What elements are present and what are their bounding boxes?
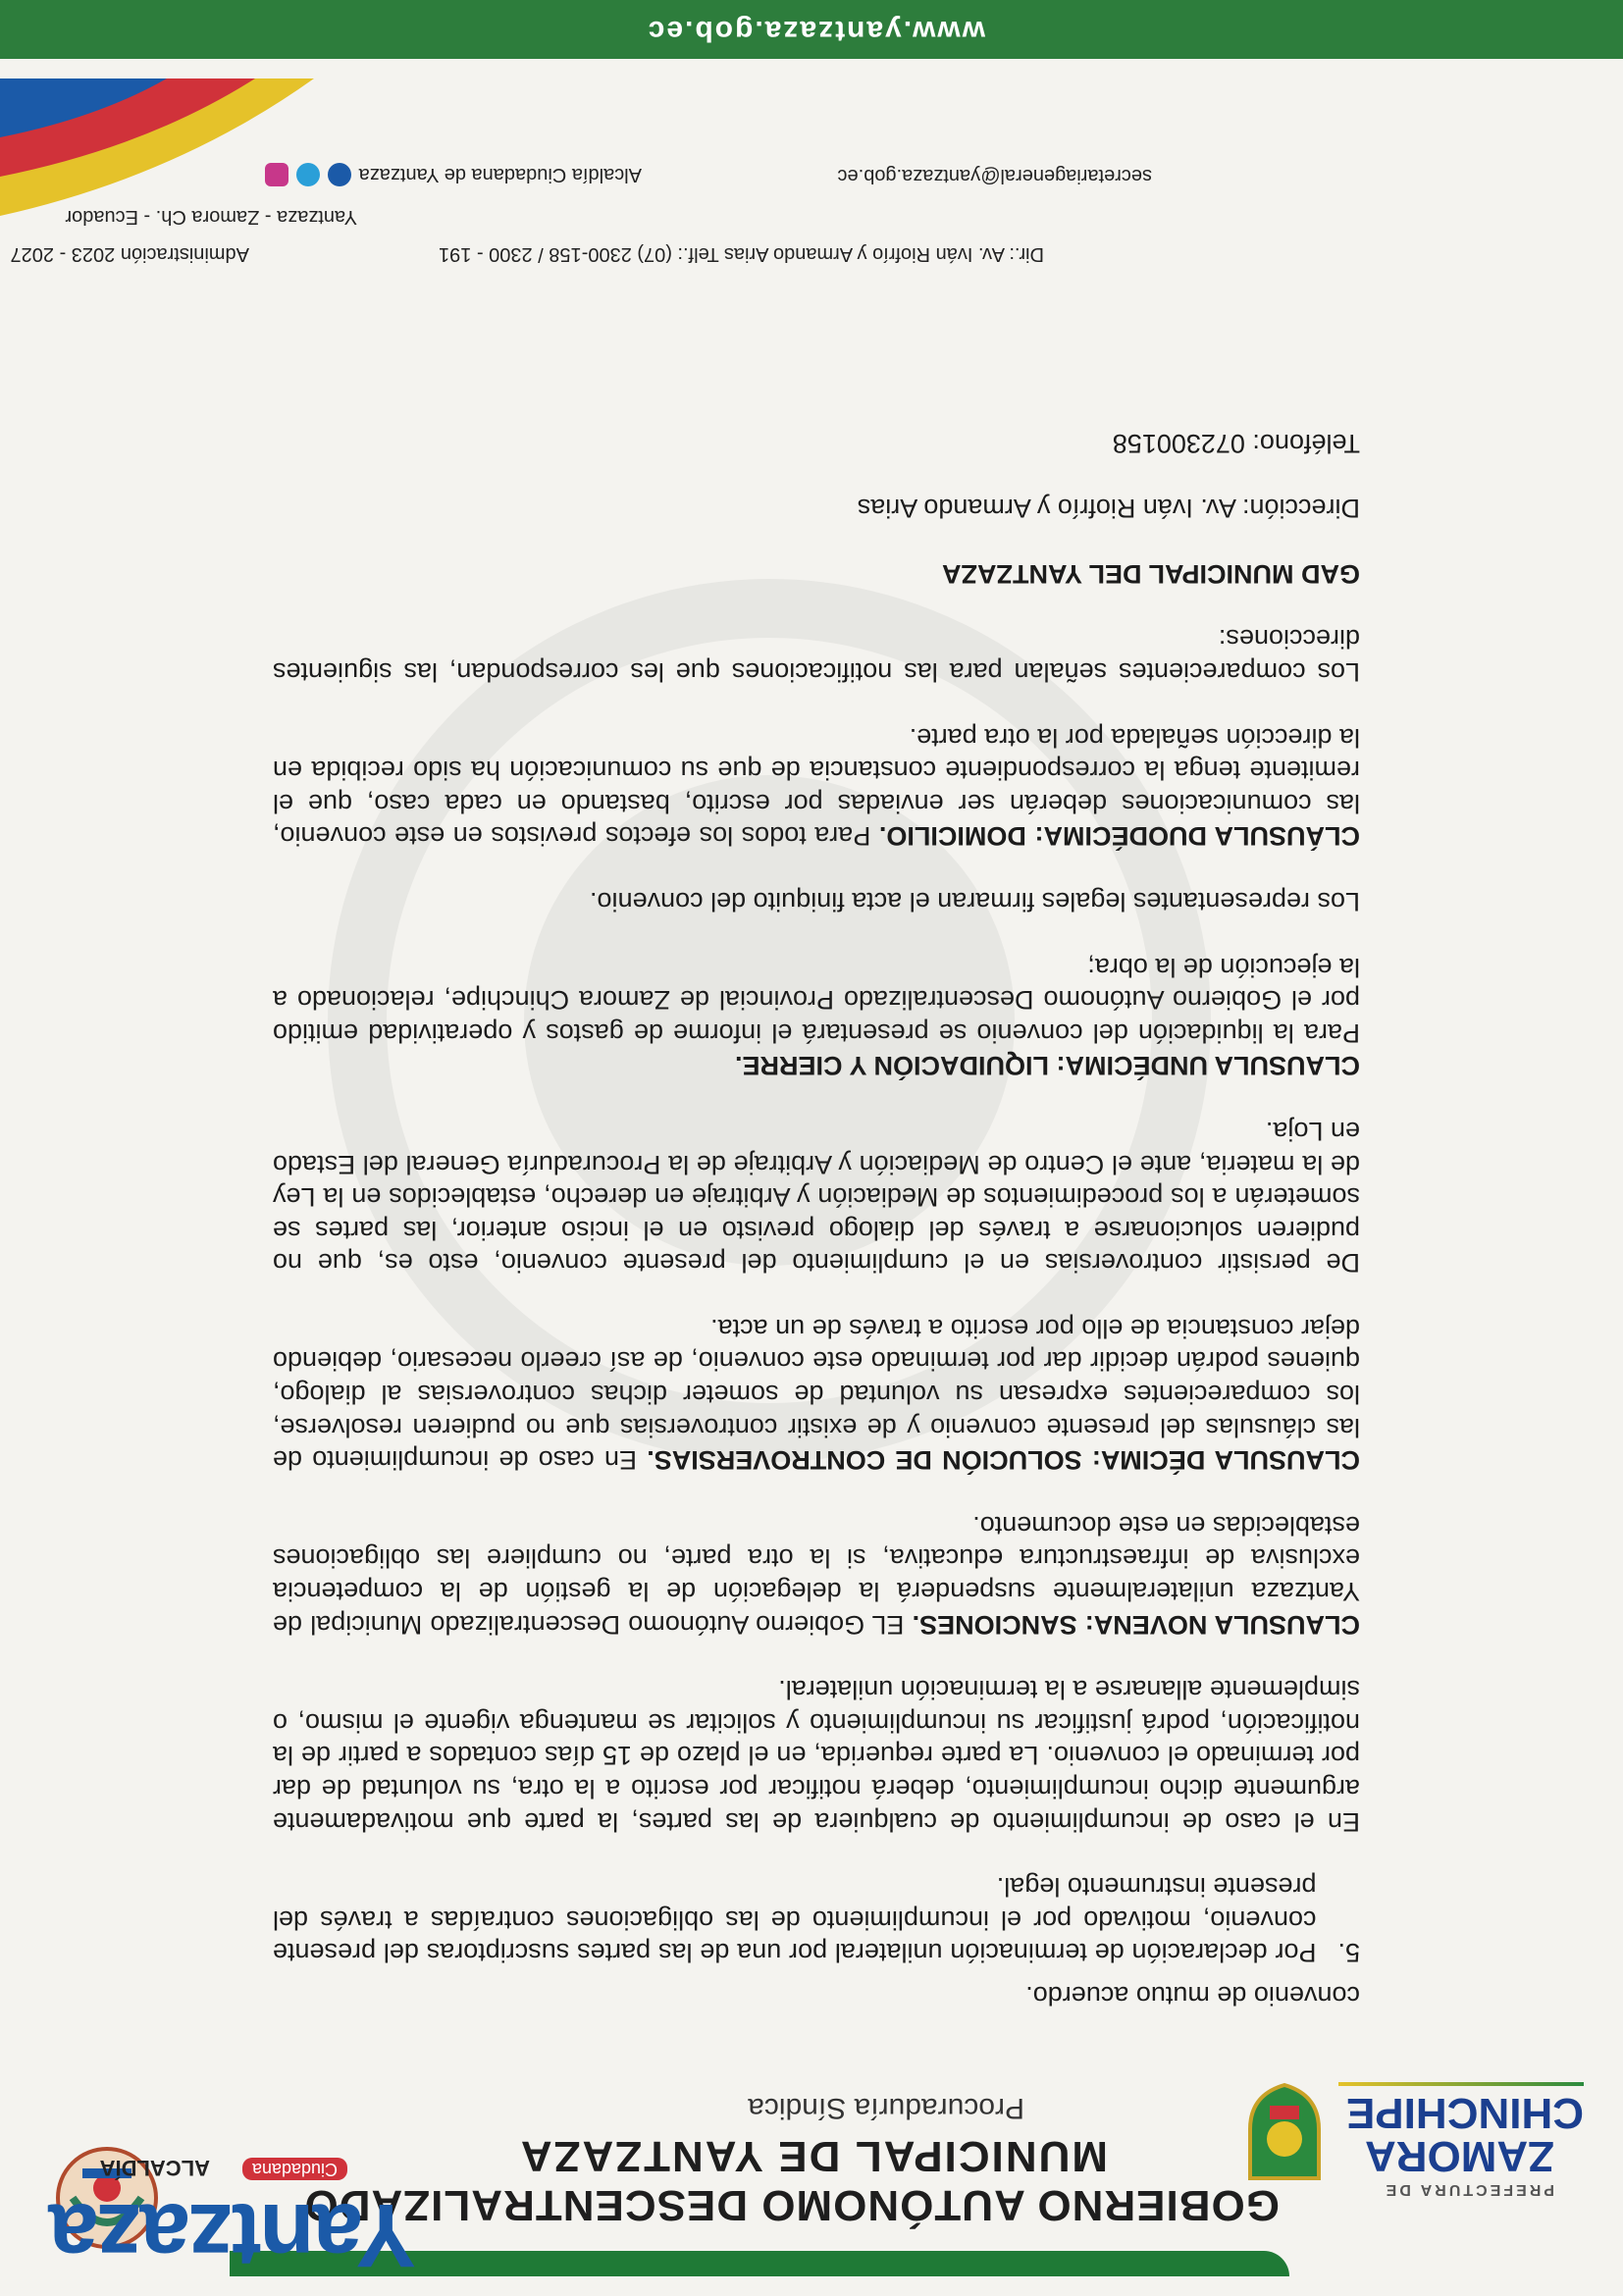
clause-ten (273, 1311, 1360, 1476)
footer-email[interactable]: secretariageneral@yantzaza.gob.ec (837, 165, 1152, 186)
header-title-line2: MUNICIPAL DE YANTZAZA (518, 2132, 1108, 2180)
twitter-icon[interactable] (296, 163, 320, 186)
footer-city: Yantzaza - Zamora Ch. - Ecuador (65, 206, 357, 228)
footer-address: Dir.: Av. Iván Riofrío y Armando Arias Telf.: (07) 2300-158 / 2300 - 191 (438, 243, 1044, 265)
brand-sub-label: ALCALDÍA (99, 2156, 210, 2180)
prefecture-name-line2: CHINCHIPE (1345, 2089, 1584, 2137)
clause-eleven-title: CLAUSULA UNDÉCIMA: LIQUIDACIÓN Y CIERRE. (734, 1051, 1360, 1081)
paragraph-mediation: De persistir controversias en el cumplimiento del presente convenio, esto es, que no pudieren solucionarse a través del dialogo previsto en el inciso anterior, las partes se someterán a los procedimientos de Mediación y Arbitraje en derecho, establecidos en la Ley de la materia, ante el Centro de Mediación y Arbitraje de la Procuraduría General del Estado en Loja. (273, 1116, 1360, 1278)
header-title-line1: GOBIERNO AUTÓNOMO DESCENTRALIZADO (303, 2181, 1280, 2229)
prefecture-name-line1: ZAMORA (1364, 2132, 1554, 2180)
clause-ten-text: En caso de incumplimiento de las cláusulas del presente convenio y de existir controversias que no pudieren resolverse, los comparecientes expresan su voluntad de someter dichas controversias al dialogo, quienes podrán decidir dar por terminado este convenio, de así creerlo necesario, debiendo dejar constancia de ello por escrito a través de un acta. (272, 1313, 1360, 1476)
address-line-phone: Teléfono: 072300158 (1112, 428, 1360, 458)
clause-nine (273, 1508, 1360, 1640)
address-title: GAD MUNICIPAL DEL YANTZAZA (941, 558, 1360, 589)
paragraph-noncompliance: En el caso de incumplimiento de cualquiera de las partes, la parte que motivadamente argumente dicho incumplimiento, deberá notificar por escrito a la otra, su voluntad de dar por terminado el convenio. La parte requerida, en el plazo de 15 días contados a partir de la notificación, podrá justificar su incumplimiento y solicitar se mantenga vigente el mismo, o simplemente allanarse a la terminación unilateral. (273, 1675, 1360, 1837)
address-line-direction: Dirección: Av. Iván Riofrío y Armando Arias (857, 494, 1360, 524)
brand-badge: Ciudadana (242, 2158, 347, 2180)
list-text: Por declaración de terminación unilateral por una de las partes suscriptoras del presente convenio, motivado por el incumplimiento de las obligaciones contraídas a través del presente instrumento legal. (273, 1872, 1317, 1968)
clause-twelve (273, 720, 1360, 852)
footer-social-handle: Alcaldía Ciudadana de Yantzaza (358, 164, 642, 186)
list-item-5 (273, 1870, 1360, 1969)
facebook-icon[interactable] (328, 163, 351, 186)
footer-administration: Administración 2023 - 2027 (10, 243, 249, 265)
paragraph-legal-reps: Los representantes legales firmaran el acta finiquito del convenio. (590, 886, 1360, 916)
brand-logo-text: Yantzaza (50, 2185, 416, 2285)
clause-nine-title: CLAUSULA NOVENA: SANCIONES. (912, 1609, 1360, 1640)
header-subtitle: Procuraduría Síndica (748, 2092, 1024, 2124)
clause-twelve-text: Para todos los efectos previstos en este convenio, las comunicaciones deberán ser enviadas por escrito, bastando en cada caso, que el remitente tenga la correspondiente constancia de que su comunicación ha sido recibida en la dirección señalada por la otra parte. (273, 722, 1360, 852)
footer-color-wave (0, 78, 314, 216)
paragraph-addresses: Los comparecientes señalan para las notificaciones que les correspondan, las siguientes direcciones: (273, 624, 1360, 687)
list-number: 5. (1337, 1938, 1360, 1968)
footer-social (265, 163, 642, 186)
footer-website-link[interactable]: www.yantzaza.gob.ec (646, 15, 985, 47)
clause-nine-text: EL Gobierno Autónomo Descentralizado Municipal de Yantzaza unilateralmente suspenderá la delegación de la gestión de la competencia exclusiva de infraestructura educativa, si la otra parte, no cumpliere las obligaciones establecidas en este documento. (273, 1510, 1360, 1640)
prefecture-underline (1338, 2082, 1584, 2086)
clause-twelve-title: CLÁUSULA DUODÉCIMA: DOMICILIO. (878, 821, 1360, 852)
paragraph-liquidation: Para la liquidación del convenio se presentará el informe de gastos y operatividad emitido por el Gobierno Autónomo Descentralizado Provincial de Zamora Chinchipe, relacionado a la ejecución de la obra; (273, 952, 1360, 1048)
instagram-icon[interactable] (265, 163, 288, 186)
clause-ten-title: CLAUSULA DÉCIMA: SOLUCIÓN DE CONTROVERSIAS. (647, 1445, 1360, 1476)
prefecture-label: PREFECTURA DE (1383, 2181, 1554, 2198)
document-body (273, 393, 1360, 2011)
address-block (273, 426, 1360, 590)
prefecture-shield-icon (1240, 2080, 1329, 2188)
paragraph-mutual-agreement: convenio de mutuo acuerdo. (1025, 1981, 1360, 2010)
